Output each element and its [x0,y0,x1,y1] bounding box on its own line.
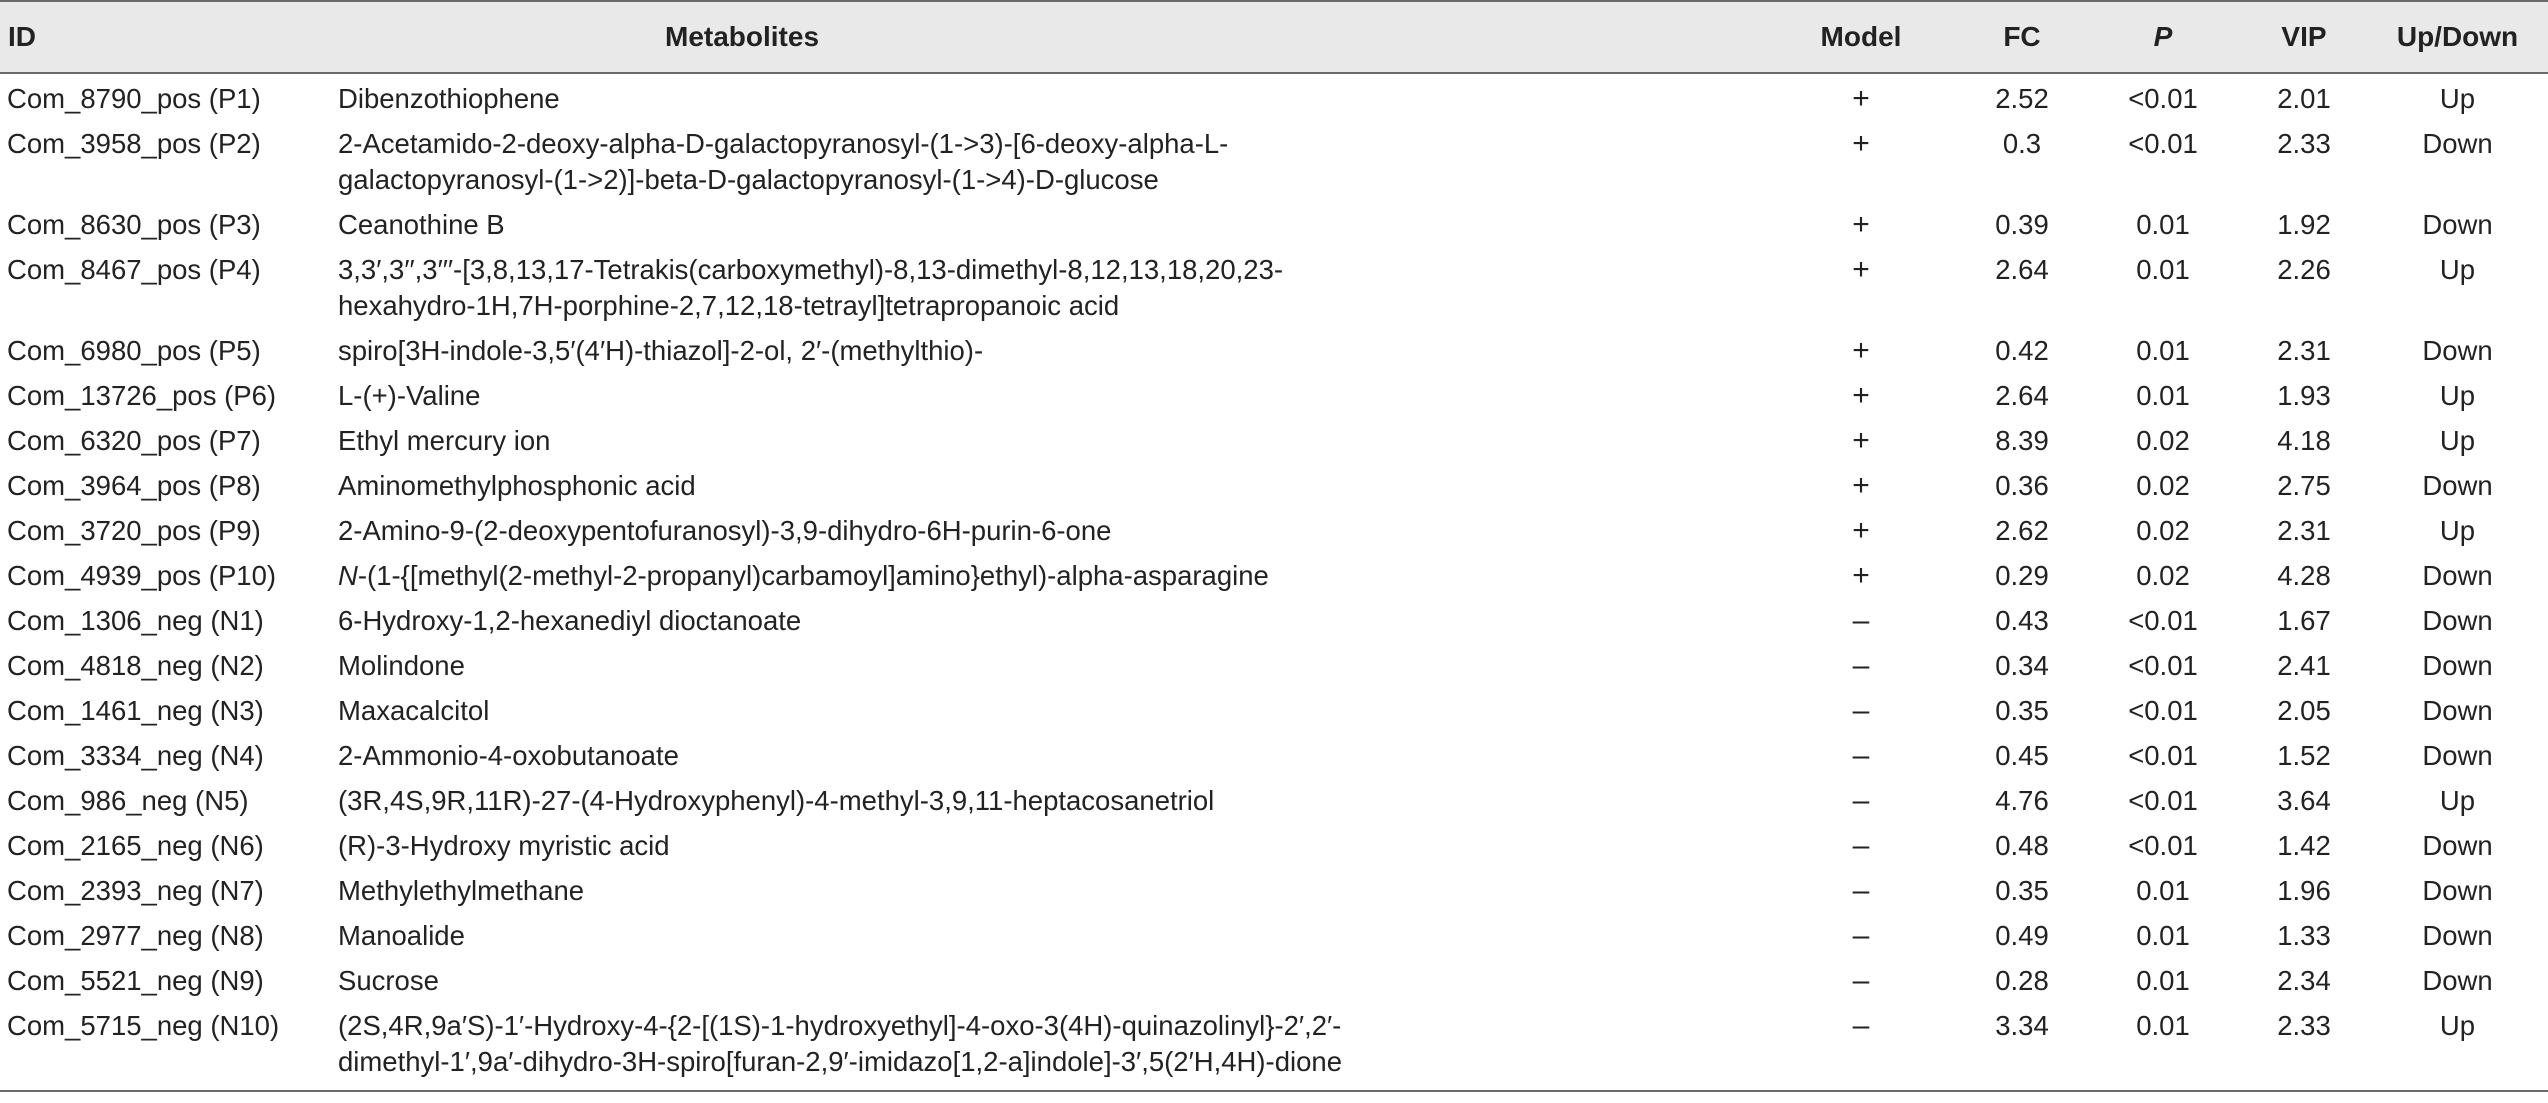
model-sign: + [1852,379,1870,412]
cell-id: Com_3720_pos (P9) [7,515,261,546]
model-sign: + [1852,559,1870,592]
table-row [0,731,2548,776]
cell-vip: 2.33 [2277,128,2331,159]
cell-id: Com_8630_pos (P3) [7,209,261,240]
cell-updown: Up [2439,380,2476,411]
cell-id: Com_8790_pos (P1) [7,83,261,114]
cell-vip: 1.52 [2277,740,2331,771]
cell-p: 0.01 [2136,335,2190,366]
metabolite-name: 2-Amino-9-(2-deoxypentofuranosyl)-3,9-dihydro-6H-purin-6-one [338,515,1112,546]
cell-metabolite [338,731,1763,776]
cell-model [1763,821,1959,866]
cell-metabolite [338,506,1763,551]
cell-updown: Down [2422,695,2493,726]
cell-p: 0.01 [2085,1001,2241,1091]
cell-p: 0.01 [2136,209,2190,240]
cell-id: Com_1461_neg (N3) [7,695,264,726]
model-sign: – [1852,694,1870,727]
metabolite-name: Manoalide [338,920,465,951]
cell-fc: 2.62 [1995,515,2049,546]
cell-model [1763,641,1959,686]
cell-updown: Down [2422,128,2493,159]
cell-fc: 0.39 [1995,209,2049,240]
cell-p: 0.02 [2136,470,2190,501]
model-sign: – [1852,649,1870,682]
table-row [0,866,2548,911]
header-vip: VIP [2241,1,2367,73]
cell-metabolite [338,596,1763,641]
cell-metabolite [338,641,1763,686]
cell-vip: 2.01 [2277,83,2331,114]
table-row [0,461,2548,506]
cell-p: 0.01 [2136,920,2190,951]
cell-id: Com_4939_pos (P10) [7,560,277,591]
metabolite-name: (3R,4S,9R,11R)-27-(4-Hydroxyphenyl)-4-methyl-3,9,11-heptacosanetriol [338,785,1215,816]
metabolite-name: 3,3′,3′′,3′′′-[3,8,13,17-Tetrakis(carboxymethyl)-8,13-dimethyl-8,12,13,18,20,23- hexahydro-1H,7H-porphine-2,7,12,18-tetrayl]tetrapropanoic acid [338,254,1284,321]
cell-updown: Up [2439,785,2476,816]
table-row [0,245,2548,326]
cell-metabolite [338,73,1763,119]
cell-updown: Up [2367,1001,2548,1091]
metabolite-prefix: N [338,560,358,591]
cell-model [1763,245,1959,326]
metabolite-name: Maxacalcitol [338,695,490,726]
table-row [0,686,2548,731]
header-fc: FC [1959,1,2085,73]
cell-id: Com_3958_pos (P2) [7,128,261,159]
cell-metabolite [338,821,1763,866]
cell-model [1763,686,1959,731]
cell-vip: 1.33 [2277,920,2331,951]
table-row [0,641,2548,686]
metabolite-name: 2-Acetamido-2-deoxy-alpha-D-galactopyranosyl-(1->3)-[6-deoxy-alpha-L- galactopyranosyl-(1->2)]-beta-D-galactopyranosyl-(1->4)-D-glucose [338,128,1229,195]
cell-metabolite [338,1001,1763,1091]
cell-p: <0.01 [2128,83,2198,114]
cell-fc: 0.49 [1995,920,2049,951]
cell-updown: Down [2422,560,2493,591]
cell-model [1763,866,1959,911]
cell-vip: 2.41 [2277,650,2331,681]
cell-vip: 2.34 [2277,965,2331,996]
cell-id: Com_1306_neg (N1) [7,605,264,636]
cell-fc: 0.35 [1995,695,2049,726]
cell-vip: 1.96 [2277,875,2331,906]
model-sign: + [1852,127,1870,160]
cell-metabolite [338,461,1763,506]
cell-model [1763,461,1959,506]
model-sign: – [1852,919,1870,952]
metabolite-name: Molindone [338,650,465,681]
cell-metabolite [338,551,1763,596]
cell-metabolite [338,245,1763,326]
header-metabolites: Metabolites [338,1,1763,73]
metabolite-name: spiro[3H-indole-3,5′(4′H)-thiazol]-2-ol, 2′-(methylthio)- [338,335,984,366]
cell-p: <0.01 [2128,605,2198,636]
cell-p: <0.01 [2128,650,2198,681]
cell-fc: 0.42 [1995,335,2049,366]
cell-fc: 0.34 [1995,650,2049,681]
cell-id: Com_8467_pos (P4) [7,254,261,285]
cell-vip: 2.33 [2241,1001,2367,1091]
cell-metabolite [338,866,1763,911]
cell-id: Com_5715_neg (N10) [0,1001,338,1091]
cell-updown: Down [2422,209,2493,240]
model-sign: + [1852,469,1870,502]
header-row [0,1,2548,73]
header-model: Model [1763,1,1959,73]
cell-updown: Up [2439,515,2476,546]
table-row [0,200,2548,245]
table-body [0,73,2548,1091]
cell-metabolite [338,119,1763,200]
cell-updown: Up [2439,425,2476,456]
cell-vip: 1.42 [2277,830,2331,861]
cell-model [1763,371,1959,416]
cell-fc: 0.3 [2002,128,2042,159]
cell-id: Com_6980_pos (P5) [7,335,261,366]
cell-p: 0.01 [2136,875,2190,906]
cell-model [1763,596,1959,641]
model-sign: + [1852,82,1870,115]
metabolite-name: 6-Hydroxy-1,2-hexanediyl dioctanoate [338,605,802,636]
cell-vip: 2.31 [2277,335,2331,366]
cell-updown: Down [2422,875,2493,906]
cell-fc: 2.64 [1995,380,2049,411]
cell-vip: 1.93 [2277,380,2331,411]
cell-p: 0.01 [2136,254,2190,285]
table-row [0,416,2548,461]
cell-updown: Down [2422,830,2493,861]
cell-vip: 1.67 [2277,605,2331,636]
cell-fc: 0.36 [1995,470,2049,501]
cell-fc: 0.29 [1995,560,2049,591]
cell-id: Com_13726_pos (P6) [7,380,277,411]
cell-id: Com_986_neg (N5) [7,785,249,816]
cell-vip: 4.28 [2277,560,2331,591]
table-row [0,911,2548,956]
metabolite-name: (2S,4R,9a′S)-1′-Hydroxy-4-{2-[(1S)-1-hydroxyethyl]-4-oxo-3(4H)-quinazolinyl}-2′,2′- dimethyl-1′,9a′-dihydro-3H-spiro[furan-2,9′-imidazo[1,2-a]indole]-3′,5(2′H,4H)-dione [338,1010,1343,1077]
model-sign: – [1852,604,1870,637]
metabolite-name: Ceanothine B [338,209,505,240]
model-sign: – [1852,964,1870,997]
cell-fc: 4.76 [1995,785,2049,816]
cell-p: <0.01 [2128,785,2198,816]
cell-fc: 0.45 [1995,740,2049,771]
model-sign: + [1852,208,1870,241]
cell-p: 0.02 [2136,560,2190,591]
metabolite-name: 2-Ammonio-4-oxobutanoate [338,740,679,771]
cell-metabolite [338,776,1763,821]
table-row [0,326,2548,371]
cell-id: Com_6320_pos (P7) [7,425,261,456]
model-sign: – [1852,1009,1870,1042]
table-row [0,551,2548,596]
cell-fc: 2.64 [1995,254,2049,285]
cell-fc: 0.28 [1995,965,2049,996]
cell-p: 0.02 [2136,515,2190,546]
cell-metabolite [338,686,1763,731]
cell-p: <0.01 [2128,695,2198,726]
cell-id: Com_5521_neg (N9) [7,965,264,996]
model-sign: – [1852,784,1870,817]
table-row [0,596,2548,641]
cell-metabolite [338,371,1763,416]
cell-model [1763,73,1959,119]
cell-model [1763,551,1959,596]
cell-fc: 2.52 [1995,83,2049,114]
table-row [0,119,2548,200]
cell-vip: 2.26 [2277,254,2331,285]
cell-vip: 2.31 [2277,515,2331,546]
cell-updown: Up [2439,83,2476,114]
model-sign: + [1852,514,1870,547]
metabolite-name: L-(+)-Valine [338,380,481,411]
table-row [0,821,2548,866]
table-row [0,506,2548,551]
metabolite-name: Sucrose [338,965,439,996]
metabolite-name: Dibenzothiophene [338,83,560,114]
cell-vip: 2.75 [2277,470,2331,501]
table-row [0,371,2548,416]
cell-id: Com_2165_neg (N6) [7,830,264,861]
cell-id: Com_3334_neg (N4) [7,740,264,771]
table-row [0,776,2548,821]
cell-fc: 3.34 [1959,1001,2085,1091]
cell-updown: Down [2422,335,2493,366]
model-sign: – [1852,829,1870,862]
table-row [0,1001,2548,1091]
cell-fc: 8.39 [1995,425,2049,456]
cell-p: <0.01 [2128,830,2198,861]
cell-updown: Down [2422,605,2493,636]
cell-model [1763,416,1959,461]
table-header [0,1,2548,73]
cell-model [1763,506,1959,551]
cell-vip: 4.18 [2277,425,2331,456]
cell-p: <0.01 [2128,128,2198,159]
cell-metabolite [338,200,1763,245]
cell-updown: Down [2422,920,2493,951]
header-id: ID [0,1,338,73]
cell-model [1763,1001,1959,1091]
cell-id: Com_4818_neg (N2) [7,650,264,681]
metabolite-name: (R)-3-Hydroxy myristic acid [338,830,670,861]
cell-id: Com_3964_pos (P8) [7,470,261,501]
model-sign: + [1852,334,1870,367]
model-sign: + [1852,424,1870,457]
cell-metabolite [338,326,1763,371]
cell-model [1763,731,1959,776]
cell-model [1763,911,1959,956]
cell-fc: 0.35 [1995,875,2049,906]
cell-metabolite [338,416,1763,461]
cell-vip: 3.64 [2277,785,2331,816]
cell-model [1763,776,1959,821]
cell-fc: 0.48 [1995,830,2049,861]
cell-p: 0.02 [2136,425,2190,456]
cell-model [1763,119,1959,200]
cell-vip: 2.05 [2277,695,2331,726]
cell-metabolite [338,911,1763,956]
header-updown: Up/Down [2367,1,2548,73]
metabolite-name: Ethyl mercury ion [338,425,551,456]
table-row [0,956,2548,1001]
model-sign: – [1852,739,1870,772]
cell-fc: 0.43 [1995,605,2049,636]
cell-id: Com_2977_neg (N8) [7,920,264,951]
metabolite-name: Aminomethylphosphonic acid [338,470,696,501]
cell-updown: Down [2422,965,2493,996]
cell-p: 0.01 [2136,965,2190,996]
cell-updown: Down [2422,740,2493,771]
metabolite-name [338,558,1755,594]
model-sign: – [1852,874,1870,907]
table-row [0,73,2548,119]
cell-model [1763,200,1959,245]
metabolite-name: Methylethylmethane [338,875,585,906]
cell-model [1763,326,1959,371]
cell-updown: Down [2422,470,2493,501]
header-p: P [2085,1,2241,73]
metabolite-rest: -(1-{[methyl(2-methyl-2-propanyl)carbamoyl]amino}ethyl)-alpha-asparagine [357,560,1269,591]
model-sign: + [1852,253,1870,286]
cell-updown: Down [2422,650,2493,681]
cell-updown: Up [2439,254,2476,285]
cell-metabolite [338,956,1763,1001]
cell-p: <0.01 [2128,740,2198,771]
cell-model [1763,956,1959,1001]
cell-id: Com_2393_neg (N7) [7,875,264,906]
cell-vip: 1.92 [2277,209,2331,240]
cell-p: 0.01 [2136,380,2190,411]
